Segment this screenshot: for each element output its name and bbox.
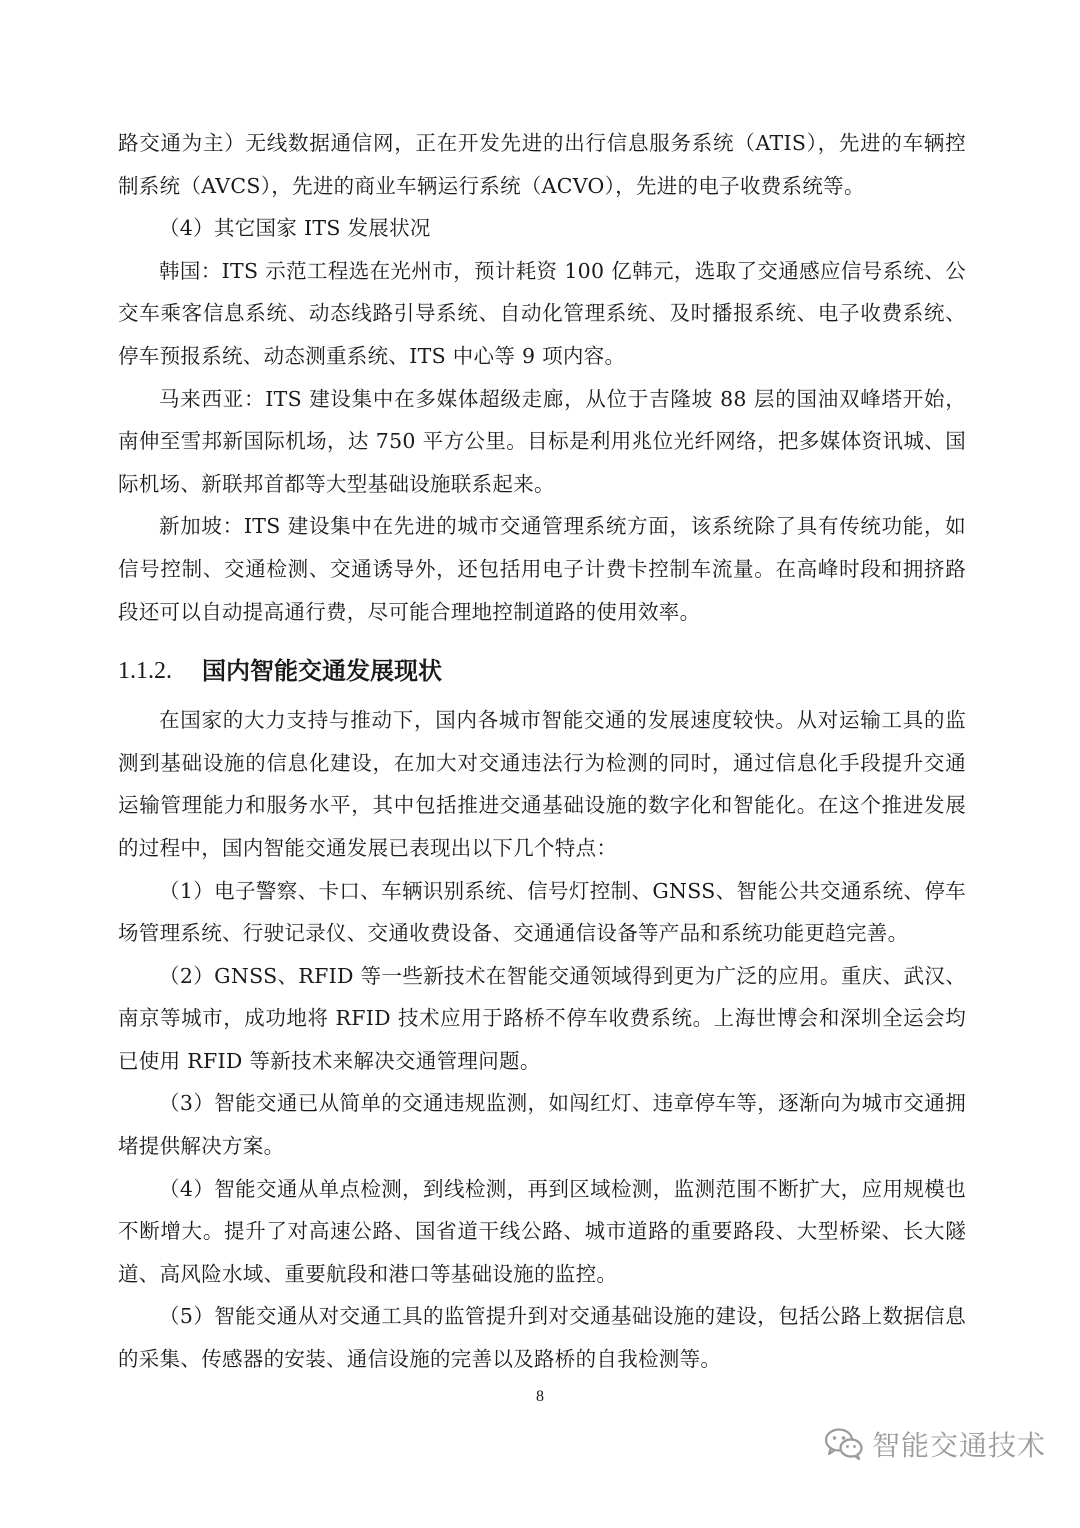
section-number: 1.1.2. bbox=[118, 658, 172, 685]
section-title: 国内智能交通发展现状 bbox=[202, 657, 442, 686]
watermark bbox=[824, 1424, 1046, 1464]
document-page bbox=[118, 122, 966, 1381]
section-heading bbox=[118, 651, 966, 691]
paragraph-point-5: （5）智能交通从对交通工具的监管提升到对交通基础设施的建设，包括公路上数据信息的采集、传感器的安装、通信设施的完善以及路桥的自我检测等。 bbox=[118, 1304, 966, 1372]
paragraph-point-4: （4）智能交通从单点检测，到线检测，再到区域检测，监测范围不断扩大，应用规模也不断增大。提升了对高速公路、国省道干线公路、城市道路的重要路段、大型桥梁、长大隧道、高风险水域、重要航段和港口等基础设施的监控。 bbox=[118, 1176, 966, 1286]
paragraph-korea: 韩国：ITS 示范工程选在光州市，预计耗资 100 亿韩元，选取了交通感应信号系统、公交车乘客信息系统、动态线路引导系统、自动化管理系统、及时播报系统、电子收费系统、停车预报系统、动态测重系统、ITS 中心等 9 项内容。 bbox=[118, 258, 966, 368]
paragraph-continued: 路交通为主）无线数据通信网，正在开发先进的出行信息服务系统（ATIS），先进的车辆控制系统（AVCS），先进的商业车辆运行系统（ACVO），先进的电子收费系统等。 bbox=[118, 131, 966, 198]
paragraph-other-countries-heading: （4）其它国家 ITS 发展状况 bbox=[159, 216, 431, 241]
watermark-text: 智能交通技术 bbox=[871, 1429, 1046, 1462]
paragraph-domestic-intro: 在国家的大力支持与推动下，国内各城市智能交通的发展速度较快。从对运输工具的监测到基础设施的信息化建设，在加大对交通违法行为检测的同时，通过信息化手段提升交通运输管理能力和服务水平，其中包括推进交通基础设施的数字化和智能化。在这个推进发展的过程中，国内智能交通发展已表现出以下几个特点： bbox=[118, 708, 966, 860]
paragraph-malaysia: 马来西亚：ITS 建设集中在多媒体超级走廊，从位于吉隆坡 88 层的国油双峰塔开始，南伸至雪邦新国际机场，达 750 平方公里。目标是利用兆位光纤网络，把多媒体资讯城、国际机场、新联邦首都等大型基础设施联系起来。 bbox=[118, 386, 966, 496]
paragraph-point-1: （1）电子警察、卡口、车辆识别系统、信号灯控制、GNSS、智能公共交通系统、停车场管理系统、行驶记录仪、交通收费设备、交通通信设备等产品和系统功能更趋完善。 bbox=[118, 878, 966, 946]
page-number: 8 bbox=[536, 1388, 544, 1405]
wechat-icon bbox=[824, 1427, 864, 1461]
paragraph-point-3: （3）智能交通已从简单的交通违规监测，如闯红灯、违章停车等，逐渐向为城市交通拥堵提供解决方案。 bbox=[118, 1091, 966, 1159]
paragraph-singapore: 新加坡：ITS 建设集中在先进的城市交通管理系统方面，该系统除了具有传统功能，如信号控制、交通检测、交通诱导外，还包括用电子计费卡控制车流量。在高峰时段和拥挤路段还可以自动提高通行费，尽可能合理地控制道路的使用效率。 bbox=[118, 514, 966, 624]
paragraph-point-2: （2）GNSS、RFID 等一些新技术在智能交通领域得到更为广泛的应用。重庆、武汉、南京等城市，成功地将 RFID 技术应用于路桥不停车收费系统。上海世博会和深圳全运会均已使用 RFID 等新技术来解决交通管理问题。 bbox=[118, 963, 966, 1073]
